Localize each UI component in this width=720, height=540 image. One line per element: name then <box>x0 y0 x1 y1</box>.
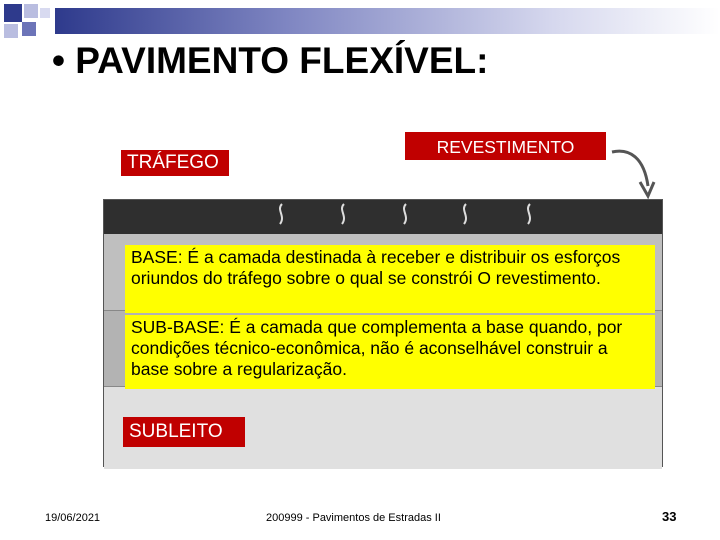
asphalt-layer <box>104 200 662 234</box>
slide-number: 33 <box>662 509 677 524</box>
header-bar <box>55 8 720 34</box>
subleito-label: SUBLEITO <box>123 417 245 447</box>
revestimento-label: REVESTIMENTO <box>405 132 606 160</box>
base-description: BASE: É a camada destinada à receber e distribuir os esforços oriundos do tráfego sobre o qual se constrói O revestimento. <box>125 245 655 313</box>
footer-date: 19/06/2021 <box>45 512 101 524</box>
curved-arrow-icon <box>600 138 680 208</box>
subbase-description: SUB-BASE: É a camada que complementa a base quando, por condições técnico-econômica, não é aconselhável construir a base sobre a regularização. <box>125 315 655 389</box>
wheel-mark-icon <box>264 200 564 234</box>
footer-course: 200999 - Pavimentos de Estradas II <box>266 512 441 524</box>
trafego-label: TRÁFEGO <box>121 150 229 176</box>
slide-title: • PAVIMENTO FLEXÍVEL: <box>52 40 489 81</box>
